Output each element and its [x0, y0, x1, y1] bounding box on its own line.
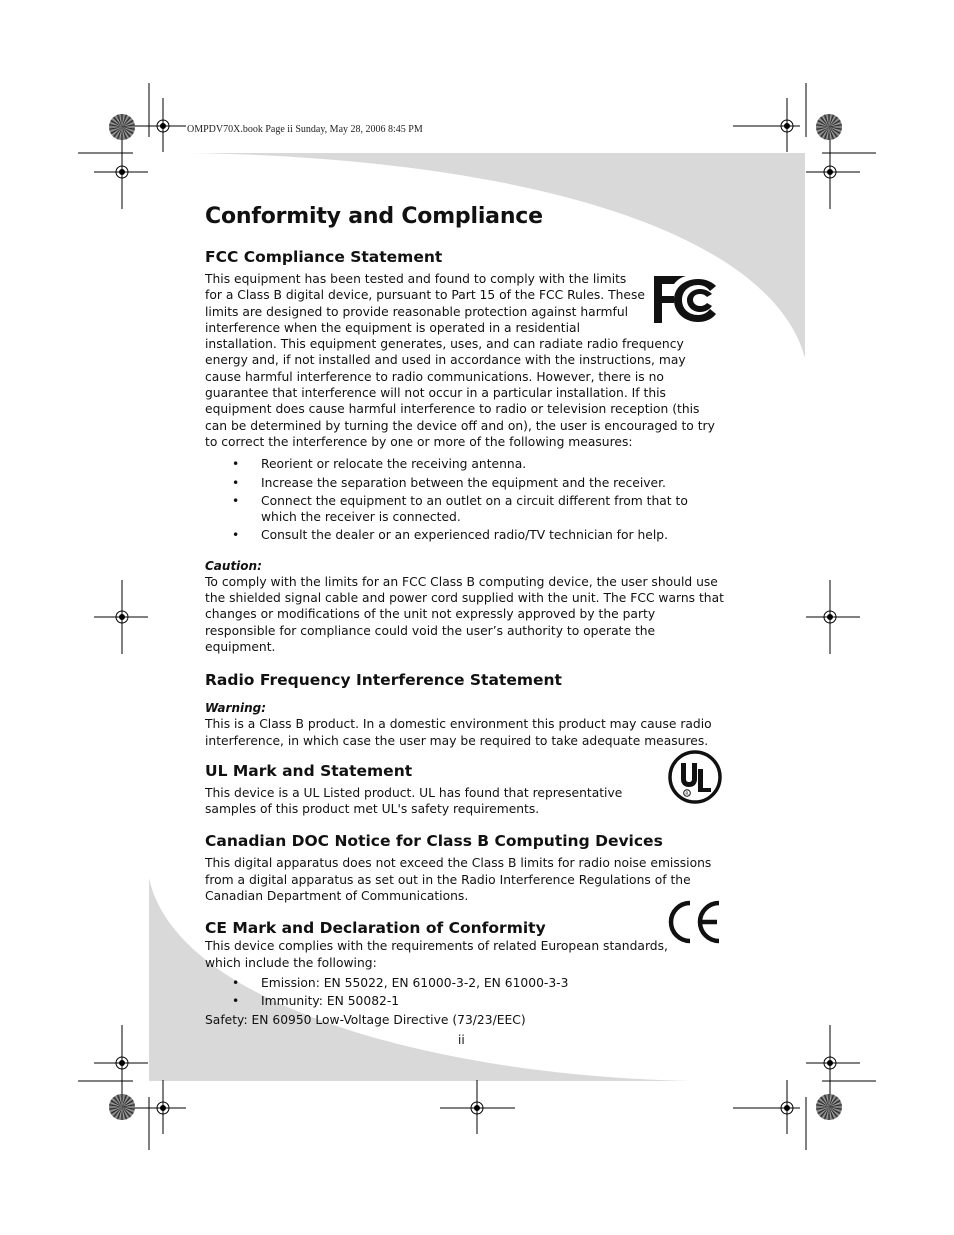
rfi-section [205, 670, 725, 749]
list-item: • Emission: EN 55022, EN 61000-3-2, EN 61000-3-3 [205, 975, 725, 991]
svg-text:R: R [685, 792, 689, 797]
ce-standards-list [205, 975, 725, 1010]
fcc-line: limits are designed to provide reasonable protection against harmful [205, 304, 629, 319]
caution-text: To comply with the limits for an FCC Class B computing device, the user should use the shielded signal cable and power cord supplied with the unit. The FCC warns that changes or modifications of the unit not expressly approved by the party responsible for compliance could void the user’s authority to operate the equipment. [205, 574, 724, 654]
fcc-heading: FCC Compliance Statement [205, 248, 443, 266]
list-item: • Reorient or relocate the receiving antenna. [205, 456, 725, 472]
fcc-line: This equipment has been tested and found to comply with the limits [205, 272, 627, 286]
ul-line: This device is a UL Listed product. UL has found that representative [205, 785, 623, 800]
fcc-section [205, 247, 725, 655]
fcc-line: for a Class B digital device, pursuant to Part 15 of the FCC Rules. These [205, 288, 645, 303]
list-item: • Immunity: EN 50082-1 [205, 993, 725, 1009]
doc-section [205, 831, 725, 904]
fcc-measures-list [205, 456, 725, 543]
page-content [205, 203, 725, 1028]
ce-body [205, 938, 725, 971]
warning-label: Warning: [205, 701, 267, 716]
ul-line: samples of this product met UL's safety requirements. [205, 802, 540, 817]
ce-line: This device complies with the requirements of related European standards, [205, 939, 668, 954]
list-item: • Increase the separation between the equipment and the receiver. [205, 475, 725, 491]
ul-section [205, 761, 725, 818]
doc-body: This digital apparatus does not exceed the Class B limits for radio noise emissions from a digital apparatus as set out in the Radio Interference Regulations of the Canadian Department of Communications. [205, 856, 712, 904]
fcc-logo-icon [652, 273, 722, 325]
caution-label: Caution: [205, 558, 262, 573]
fcc-line: interference when the equipment is operated in a residential [205, 320, 581, 335]
rfi-heading: Radio Frequency Interference Statement [205, 671, 562, 690]
ce-line: which include the following: [205, 955, 377, 970]
list-item: • Connect the equipment to an outlet on a circuit different from that to which the receiver is connected. [205, 493, 725, 526]
page-title: Conformity and Compliance [205, 204, 543, 229]
ul-body [205, 785, 725, 818]
ul-logo-icon [667, 749, 723, 805]
list-item: • Consult the dealer or an experienced radio/TV technician for help. [205, 527, 725, 543]
doc-heading: Canadian DOC Notice for Class B Computing Devices [205, 832, 663, 851]
ce-logo-icon [664, 899, 724, 945]
fcc-body [205, 271, 725, 450]
print-header: OMPDV70X.book Page ii Sunday, May 28, 2006 8:45 PM [187, 124, 423, 135]
ce-section [205, 918, 725, 1027]
ul-heading: UL Mark and Statement [205, 761, 413, 780]
ce-safety: Safety: EN 60950 Low-Voltage Directive (73/23/EEC) [205, 1012, 526, 1027]
page-number: ii [458, 1033, 465, 1047]
ce-heading: CE Mark and Declaration of Conformity [205, 919, 546, 938]
warning-text: This is a Class B product. In a domestic environment this product may cause radio interference, in which case the user may be required to take adequate measures. [205, 717, 712, 748]
fcc-body-rest: installation. This equipment generates, uses, and can radiate radio frequency energy and, if not installed and used in accordance with the instructions, may cause harmful interference to radio communications. However, there is no guarantee that interference will not occur in a particular installation. If this equipment does cause harmful interference to radio or television reception (this can be determined by turning the device off and on), the user is encouraged to try to correct the interference by one or more of the following measures: [205, 337, 715, 449]
